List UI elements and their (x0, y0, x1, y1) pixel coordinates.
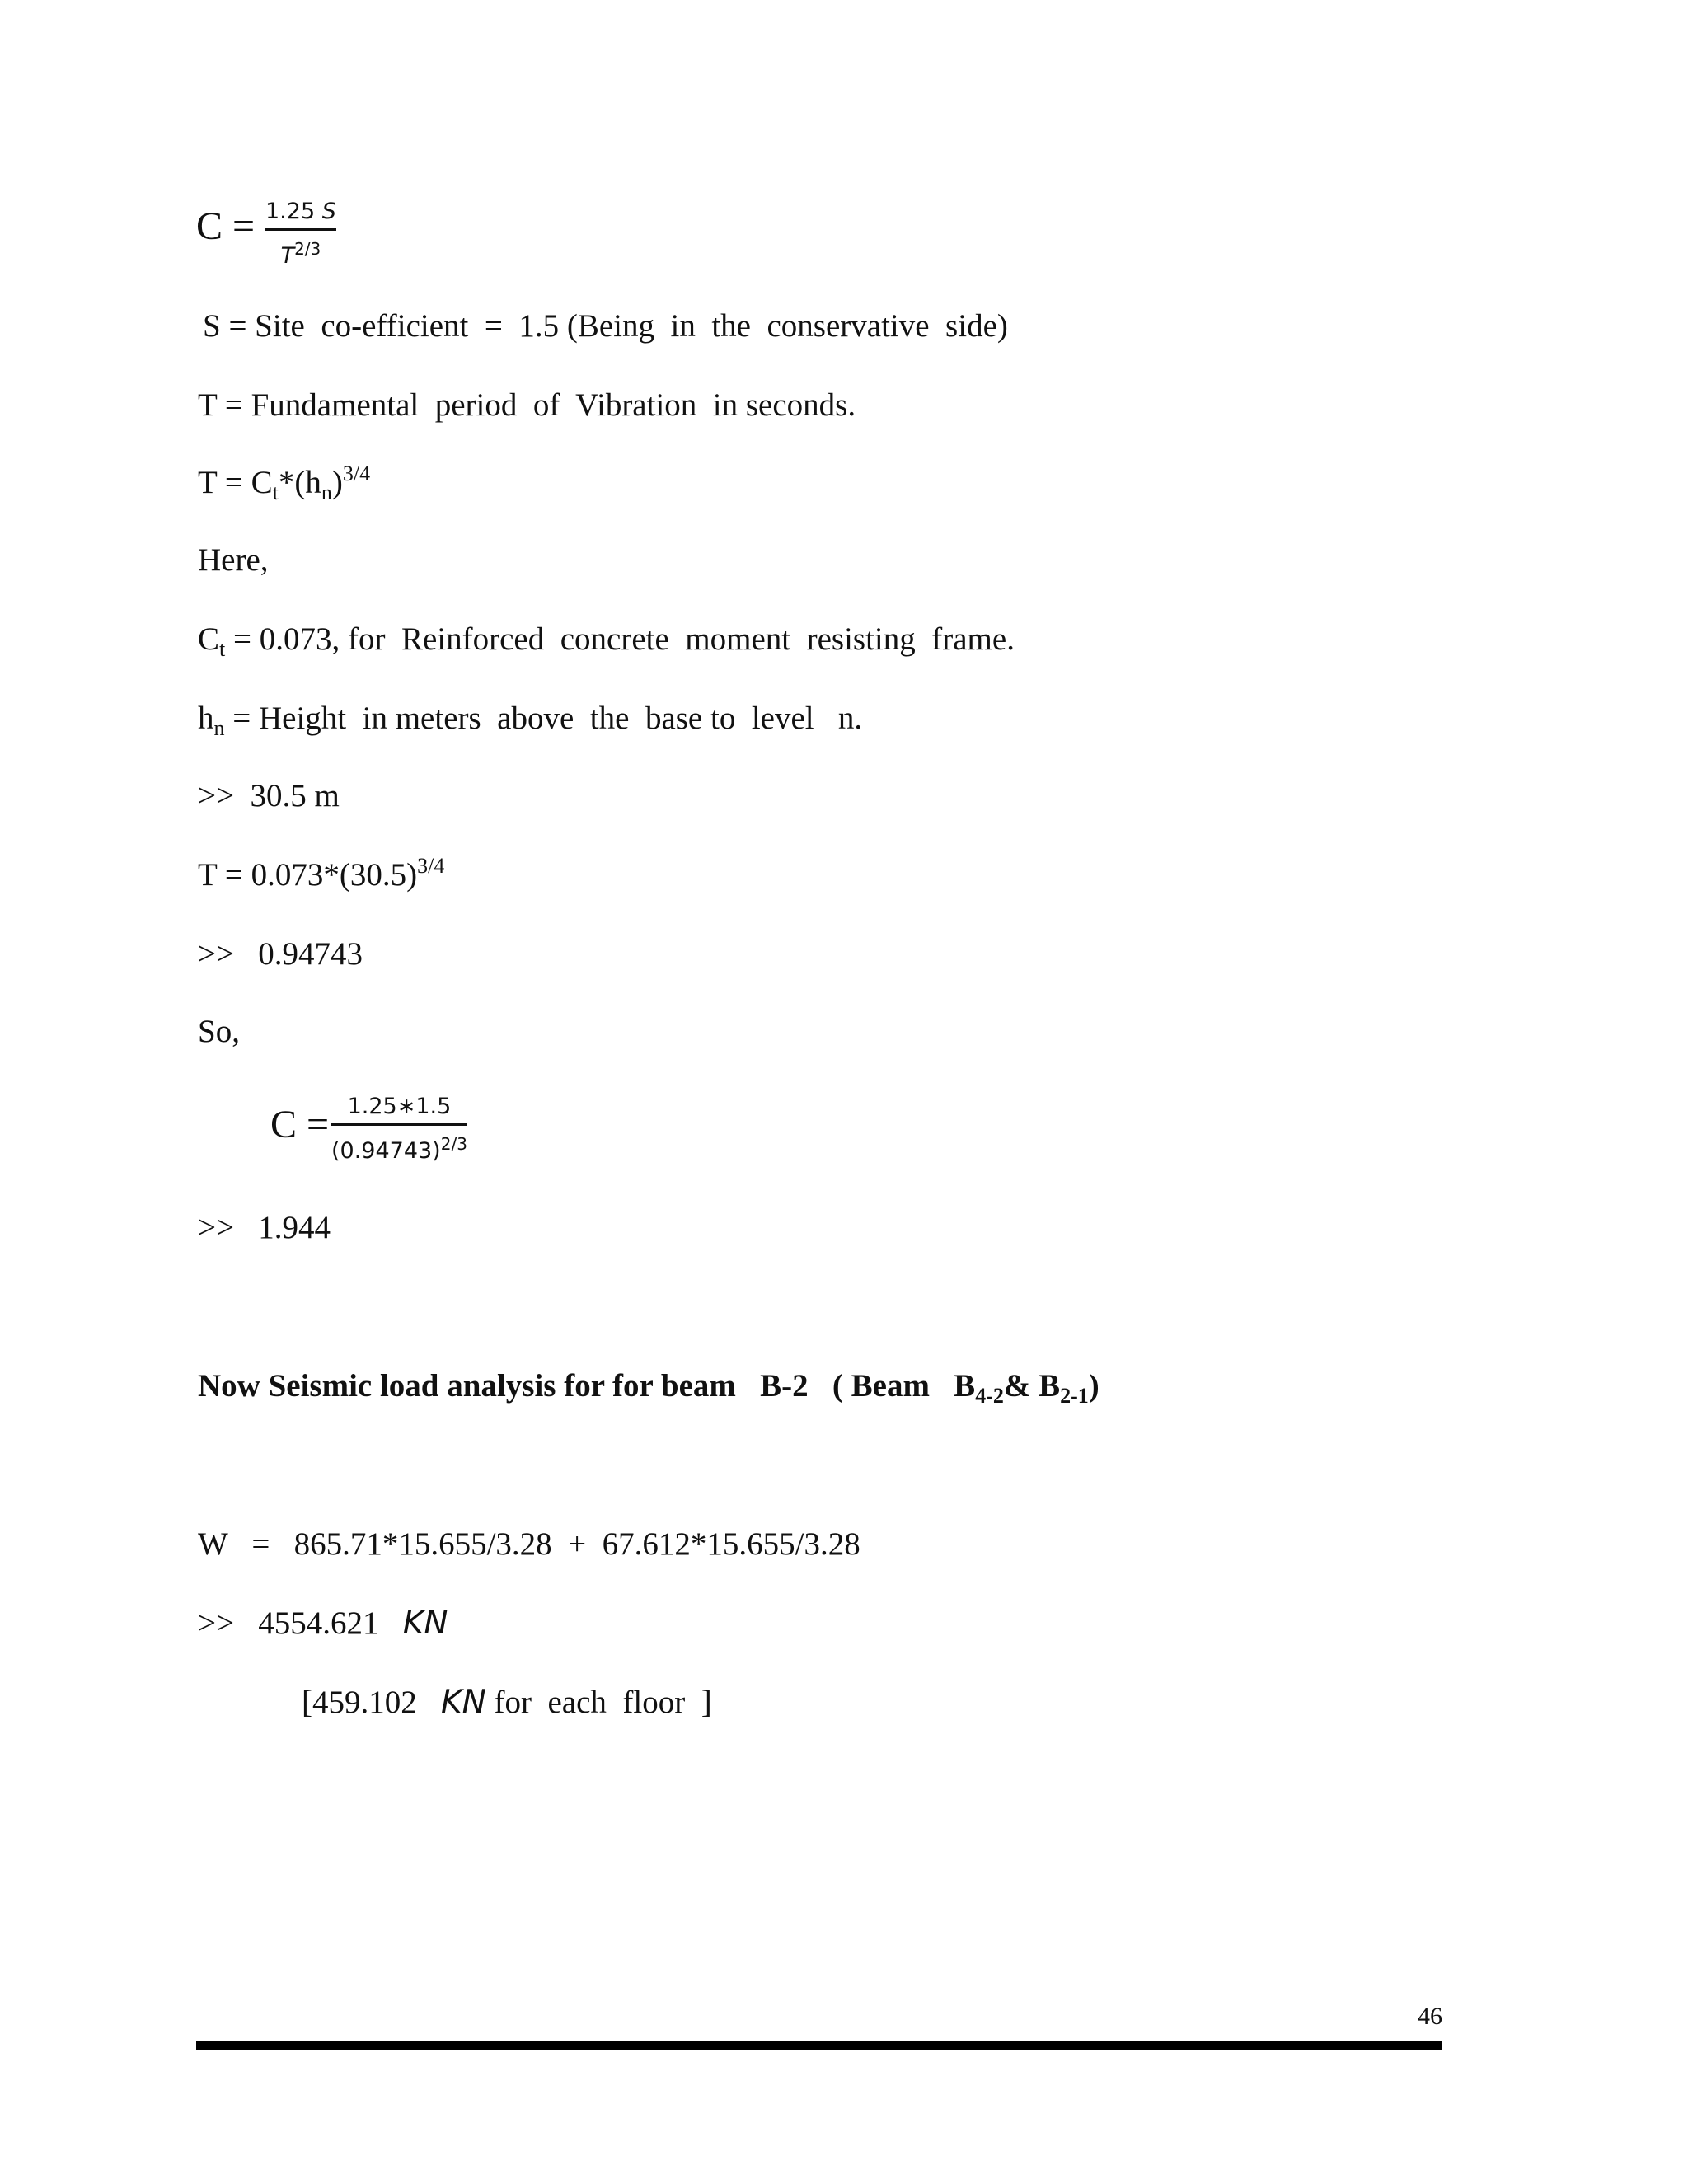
eq1-numerator: 1.25 S (265, 199, 336, 224)
period-formula-line: $T = C_t*(h_n)^{3/4}$ (198, 462, 371, 504)
site-coefficient-line: S = Site co-efficient = 1.5 (Being in the conservative side) (203, 308, 1008, 344)
hn-definition-line: $h_n$ = Height in meters above the base to level n. (198, 701, 863, 740)
eq2-numerator: 1.25∗1.5 (347, 1094, 452, 1119)
eq1-fraction (265, 198, 336, 270)
height-value-line: >> 30.5 m (198, 778, 340, 813)
footer-rule (196, 2041, 1442, 2050)
eq1-denominator: $T^{2/3}$ (280, 239, 321, 269)
period-calculation-line: $T = 0.073*(30.5)^{3/4}$ (198, 854, 445, 893)
eq2-denominator: $(0.94743)^{2/3}$ (331, 1134, 467, 1164)
per-floor-line: [459.102 KN for each floor ] (302, 1684, 712, 1721)
period-value-line: >> 0.94743 (198, 936, 363, 972)
eq1-lhs: C = (196, 204, 256, 248)
section-heading: Now Seismic load analysis for for beam B-2 ( Beam $B_{4-2}\&$ $B_{2-1}$) (198, 1368, 1100, 1408)
eq2-lhs: C = (270, 1103, 330, 1146)
weight-value-line: >> 4554.621 KN (198, 1605, 448, 1642)
so-line: So, (198, 1014, 240, 1049)
ct-definition-line: $C_t = 0.073$, for Reinforced concrete moment resisting frame. (198, 621, 1015, 661)
eq1-fraction-bar (265, 228, 336, 231)
page-number: 46 (1418, 2003, 1442, 2030)
c-value-line: >> 1.944 (198, 1210, 331, 1245)
eq2-fraction-bar (331, 1123, 467, 1126)
weight-formula-line: W = 865.71*15.655/3.28 + 67.612*15.655/3.28 (198, 1526, 860, 1562)
fundamental-period-line: T = Fundamental period of Vibration in seconds. (198, 387, 856, 423)
eq2-fraction (331, 1093, 467, 1165)
here-line: Here, (198, 542, 269, 578)
